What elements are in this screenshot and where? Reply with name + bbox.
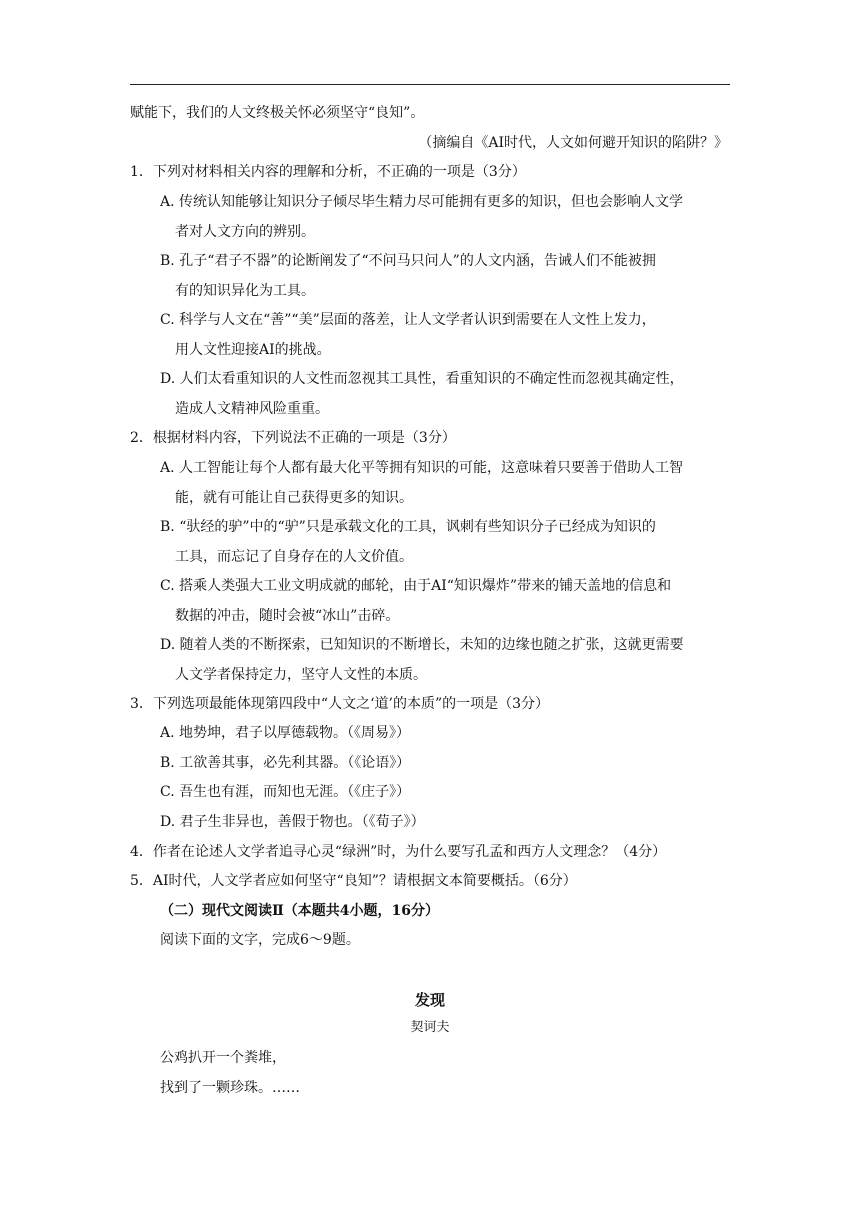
story-author: 契诃夫 (410, 1020, 450, 1035)
source-note: （摘编自《AI时代，人文如何避开知识的陷阱？》 (418, 135, 728, 151)
q2-option-d-line1: D. 随着人类的不断探索，已知知识的不断增长，未知的边缘也随之扩张，这就更需要 (160, 637, 684, 653)
q2-option-b-line1: B. “驮经的驴”中的“驴”只是承载文化的工具，讽刺有些知识分子已经成为知识的 (160, 519, 656, 535)
question-3-stem: 3．下列选项最能体现第四段中“人文之‘道’的本质”的一项是（3分） (130, 696, 550, 712)
poem-line-1: 公鸡扒开一个粪堆， (160, 1050, 286, 1066)
q3-option-a: A. 地势坤，君子以厚德载物。（《周易》） (160, 725, 411, 741)
q1-option-d-line2: 造成人文精神风险重重。 (175, 401, 329, 417)
q1-option-c-line1: C. 科学与人文在“善”“美”层面的落差，让人文学者认识到需要在人文性上发力， (160, 312, 656, 328)
q2-option-b-line2: 工具，而忘记了自身存在的人文价值。 (175, 549, 413, 565)
q1-option-c-line2: 用人文性迎接AI的挑战。 (175, 342, 331, 358)
poem-line-2: 找到了一颗珍珠。…… (160, 1080, 300, 1096)
header-rule (130, 84, 730, 85)
section-instruction: 阅读下面的文字，完成6～9题。 (160, 932, 360, 948)
question-1-stem: 1．下列对材料相关内容的理解和分析，不正确的一项是（3分） (130, 164, 526, 180)
question-2-stem: 2．根据材料内容，下列说法不正确的一项是（3分） (130, 430, 456, 446)
q2-option-d-line2: 人文学者保持定力，坚守人文性的本质。 (175, 667, 427, 683)
question-5-stem: 5．AI时代，人文学者应如何坚守“良知”？请根据文本简要概括。（6分） (130, 873, 577, 889)
section-heading: （二）现代文阅读Ⅱ（本题共4小题，16分） (160, 903, 440, 919)
q3-option-c: C. 吾生也有涯，而知也无涯。（《庄子》） (160, 784, 411, 800)
story-title: 发现 (414, 991, 445, 1009)
q3-option-d: D. 君子生非异也，善假于物也。（《荀子》） (160, 814, 425, 830)
intro-line: 赋能下，我们的人文终极关怀必须坚守“良知”。 (130, 105, 425, 121)
q2-option-a-line2: 能，就有可能让自己获得更多的知识。 (175, 490, 413, 506)
q1-option-a-line1: A. 传统认知能够让知识分子倾尽毕生精力尽可能拥有更多的知识，但也会影响人文学 (160, 194, 684, 210)
q2-option-c-line2: 数据的冲击，随时会被“冰山”击碎。 (175, 608, 400, 624)
q3-option-b: B. 工欲善其事，必先利其器。（《论语》） (160, 755, 411, 771)
q2-option-c-line1: C. 搭乘人类强大工业文明成就的邮轮，由于AI“知识爆炸”带来的铺天盖地的信息和 (160, 578, 672, 594)
q1-option-b-line1: B. 孔子“君子不器”的论断阐发了“不问马只问人”的人文内涵，告诫人们不能被拥 (160, 253, 656, 269)
q1-option-d-line1: D. 人们太看重知识的人文性而忽视其工具性，看重知识的不确定性而忽视其确定性， (160, 371, 684, 387)
q1-option-b-line2: 有的知识异化为工具。 (175, 283, 315, 299)
q2-option-a-line1: A. 人工智能让每个人都有最大化平等拥有知识的可能，这意味着只要善于借助人工智 (160, 460, 684, 476)
q1-option-a-line2: 者对人文方向的辨别。 (175, 224, 315, 240)
question-4-stem: 4．作者在论述人文学者追寻心灵“绿洲”时，为什么要写孔孟和西方人文理念？（4分） (130, 844, 667, 860)
